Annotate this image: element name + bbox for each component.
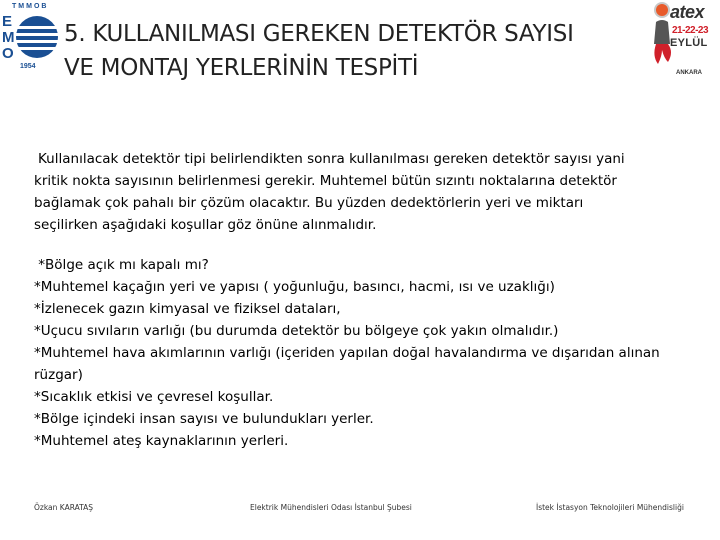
intro-paragraph [34,148,694,236]
atex-logo [648,0,720,82]
list-item: *Muhtemel hava akımlarının varlığı (içeriden yapılan doğal havalandırma ve dışarıdan alınan rüzgar) [34,345,660,383]
list-item: *Bölge içindeki insan sayısı ve bulundukları yerler. [34,411,374,427]
paragraph-line: kritik nokta sayısının belirlenmesi gerekir. Muhtemel bütün sızıntı noktalarına detektör [34,173,617,189]
footer-organization: Elektrik Mühendisleri Odası İstanbul Şubesi [250,503,412,512]
paragraph-line: Kullanılacak detektör tipi belirlendikten sonra kullanılması gereken detektör sayısı yani [38,151,625,167]
list-item: *Muhtemel kaçağın yeri ve yapısı ( yoğunluğu, basıncı, hacmi, ısı ve uzaklığı) [34,279,555,295]
footer-company: İstek İstasyon Teknolojileri Mühendisliği [536,503,684,512]
emo-logo [0,0,62,80]
list-item: *İzlenecek gazın kimyasal ve fiziksel dataları, [34,301,341,317]
conditions-list [34,254,694,452]
emo-letters [2,14,16,62]
emo-letter-o: O [2,45,14,62]
atex-city: ANKARA [676,70,702,76]
paragraph-line: seçilirken aşağıdaki koşullar göz önüne alınmalıdır. [34,217,377,233]
logo-top-text: TMMOB [12,3,49,10]
list-item: *Bölge açık mı kapalı mı? [34,257,209,273]
emo-globe-icon [15,12,59,62]
list-item: *Uçucu sıvıların varlığı (bu durumda detektör bu bölgeye çok yakın olmalıdır.) [34,323,559,339]
list-item: *Muhtemel ateş kaynaklarının yerleri. [34,433,289,449]
paragraph-line: bağlamak çok pahalı bir çözüm olacaktır. Bu yüzden dedektörlerin yeri ve miktarı [34,195,584,211]
atex-dates: 21-22-23 [672,25,709,36]
list-item: *Sıcaklık etkisi ve çevresel koşullar. [34,389,274,405]
logo-year: 1954 [20,63,36,70]
title-line-2: VE MONTAJ YERLERİNİN TESPİTİ [64,55,419,81]
emo-letter-m: M [2,29,15,46]
atex-brand-text: atex [670,2,705,22]
title-line-1: 5. KULLANILMASI GEREKEN DETEKTÖR SAYISI [64,21,574,47]
slide-title [64,17,654,85]
emo-letter-e: E [2,13,13,30]
footer-author: Özkan KARATAŞ [34,503,94,512]
atex-month: EYLÜL [670,37,708,49]
